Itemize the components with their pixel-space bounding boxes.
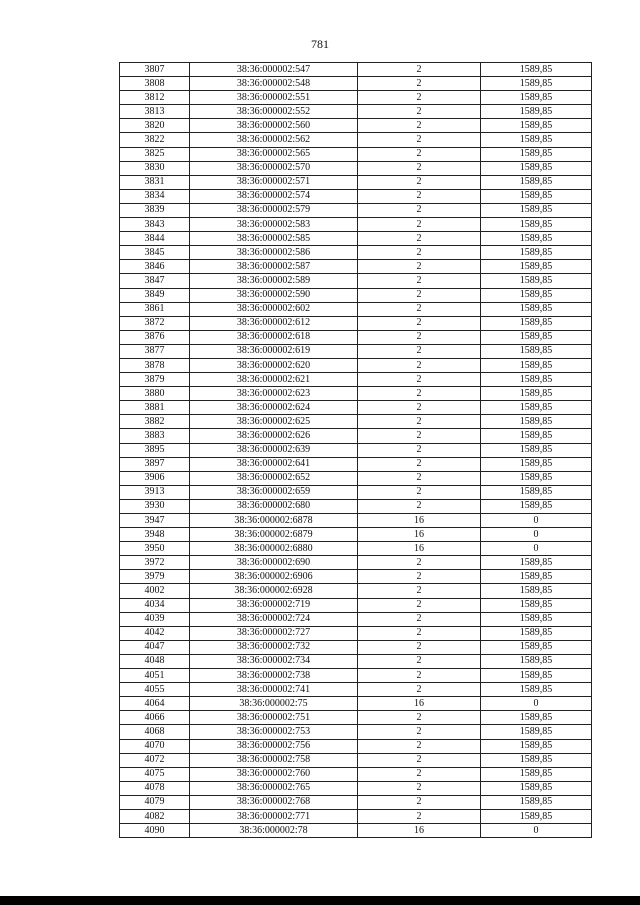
value-cell: 1589,85	[481, 626, 592, 640]
code-cell: 2	[358, 584, 481, 598]
table-row	[120, 753, 592, 767]
table-row	[120, 203, 592, 217]
row-number-cell: 3882	[120, 415, 190, 429]
table-row	[120, 63, 592, 77]
code-cell: 2	[358, 640, 481, 654]
code-cell: 2	[358, 63, 481, 77]
row-number-cell: 3845	[120, 246, 190, 260]
code-cell: 2	[358, 471, 481, 485]
code-cell: 2	[358, 809, 481, 823]
value-cell: 1589,85	[481, 429, 592, 443]
table-row	[120, 725, 592, 739]
row-number-cell: 3947	[120, 514, 190, 528]
cadastral-table-container	[119, 62, 592, 838]
table-row	[120, 669, 592, 683]
code-cell: 2	[358, 499, 481, 513]
cadastral-number-cell: 38:36:000002:548	[190, 77, 358, 91]
cadastral-number-cell: 38:36:000002:732	[190, 640, 358, 654]
table-row	[120, 556, 592, 570]
table-row	[120, 697, 592, 711]
cadastral-number-cell: 38:36:000002:602	[190, 302, 358, 316]
code-cell: 2	[358, 795, 481, 809]
row-number-cell: 4066	[120, 711, 190, 725]
cadastral-number-cell: 38:36:000002:734	[190, 654, 358, 668]
code-cell: 2	[358, 626, 481, 640]
row-number-cell: 3830	[120, 161, 190, 175]
table-row	[120, 133, 592, 147]
row-number-cell: 3834	[120, 189, 190, 203]
table-row	[120, 457, 592, 471]
code-cell: 2	[358, 373, 481, 387]
table-row	[120, 344, 592, 358]
table-row	[120, 358, 592, 372]
value-cell: 1589,85	[481, 387, 592, 401]
row-number-cell: 3861	[120, 302, 190, 316]
cadastral-table	[119, 62, 592, 838]
row-number-cell: 3812	[120, 91, 190, 105]
row-number-cell: 3972	[120, 556, 190, 570]
value-cell: 1589,85	[481, 358, 592, 372]
value-cell: 0	[481, 528, 592, 542]
value-cell: 1589,85	[481, 598, 592, 612]
table-row	[120, 739, 592, 753]
row-number-cell: 3897	[120, 457, 190, 471]
cadastral-number-cell: 38:36:000002:612	[190, 316, 358, 330]
row-number-cell: 4082	[120, 809, 190, 823]
value-cell: 1589,85	[481, 471, 592, 485]
table-row	[120, 288, 592, 302]
table-row	[120, 471, 592, 485]
cadastral-number-cell: 38:36:000002:659	[190, 485, 358, 499]
row-number-cell: 3913	[120, 485, 190, 499]
code-cell: 2	[358, 669, 481, 683]
code-cell: 2	[358, 725, 481, 739]
code-cell: 2	[358, 556, 481, 570]
cadastral-number-cell: 38:36:000002:741	[190, 683, 358, 697]
cadastral-number-cell: 38:36:000002:624	[190, 401, 358, 415]
value-cell: 1589,85	[481, 753, 592, 767]
code-cell: 2	[358, 147, 481, 161]
table-row	[120, 612, 592, 626]
code-cell: 2	[358, 232, 481, 246]
table-row	[120, 781, 592, 795]
table-row	[120, 824, 592, 838]
value-cell: 1589,85	[481, 401, 592, 415]
value-cell: 1589,85	[481, 809, 592, 823]
cadastral-number-cell: 38:36:000002:579	[190, 203, 358, 217]
table-row	[120, 232, 592, 246]
value-cell: 1589,85	[481, 373, 592, 387]
row-number-cell: 4064	[120, 697, 190, 711]
code-cell: 2	[358, 429, 481, 443]
cadastral-number-cell: 38:36:000002:547	[190, 63, 358, 77]
table-row	[120, 429, 592, 443]
value-cell: 1589,85	[481, 683, 592, 697]
table-row	[120, 795, 592, 809]
value-cell: 1589,85	[481, 119, 592, 133]
cadastral-number-cell: 38:36:000002:618	[190, 330, 358, 344]
value-cell: 1589,85	[481, 640, 592, 654]
cadastral-number-cell: 38:36:000002:571	[190, 175, 358, 189]
table-row	[120, 161, 592, 175]
row-number-cell: 3872	[120, 316, 190, 330]
code-cell: 2	[358, 443, 481, 457]
cadastral-number-cell: 38:36:000002:562	[190, 133, 358, 147]
table-row	[120, 91, 592, 105]
table-row	[120, 260, 592, 274]
value-cell: 1589,85	[481, 63, 592, 77]
table-row	[120, 316, 592, 330]
table-row	[120, 809, 592, 823]
code-cell: 2	[358, 387, 481, 401]
table-row	[120, 542, 592, 556]
cadastral-number-cell: 38:36:000002:765	[190, 781, 358, 795]
row-number-cell: 3879	[120, 373, 190, 387]
code-cell: 2	[358, 316, 481, 330]
value-cell: 1589,85	[481, 415, 592, 429]
code-cell: 16	[358, 528, 481, 542]
code-cell: 2	[358, 260, 481, 274]
cadastral-number-cell: 38:36:000002:586	[190, 246, 358, 260]
code-cell: 2	[358, 781, 481, 795]
value-cell: 1589,85	[481, 189, 592, 203]
value-cell: 1589,85	[481, 246, 592, 260]
code-cell: 2	[358, 485, 481, 499]
table-row	[120, 189, 592, 203]
cadastral-number-cell: 38:36:000002:574	[190, 189, 358, 203]
code-cell: 16	[358, 514, 481, 528]
value-cell: 1589,85	[481, 570, 592, 584]
row-number-cell: 3808	[120, 77, 190, 91]
cadastral-number-cell: 38:36:000002:78	[190, 824, 358, 838]
row-number-cell: 4070	[120, 739, 190, 753]
page-number: 781	[311, 37, 329, 51]
cadastral-number-cell: 38:36:000002:583	[190, 218, 358, 232]
code-cell: 2	[358, 302, 481, 316]
code-cell: 2	[358, 175, 481, 189]
row-number-cell: 3979	[120, 570, 190, 584]
row-number-cell: 3820	[120, 119, 190, 133]
value-cell: 1589,85	[481, 316, 592, 330]
cadastral-number-cell: 38:36:000002:6878	[190, 514, 358, 528]
code-cell: 2	[358, 598, 481, 612]
code-cell: 2	[358, 767, 481, 781]
cadastral-number-cell: 38:36:000002:620	[190, 358, 358, 372]
value-cell: 1589,85	[481, 133, 592, 147]
value-cell: 1589,85	[481, 795, 592, 809]
row-number-cell: 3822	[120, 133, 190, 147]
value-cell: 1589,85	[481, 556, 592, 570]
row-number-cell: 3839	[120, 203, 190, 217]
code-cell: 16	[358, 824, 481, 838]
table-row	[120, 147, 592, 161]
cadastral-number-cell: 38:36:000002:75	[190, 697, 358, 711]
table-row	[120, 570, 592, 584]
row-number-cell: 3876	[120, 330, 190, 344]
code-cell: 2	[358, 415, 481, 429]
value-cell: 1589,85	[481, 147, 592, 161]
value-cell: 1589,85	[481, 203, 592, 217]
table-row	[120, 415, 592, 429]
row-number-cell: 3906	[120, 471, 190, 485]
value-cell: 1589,85	[481, 302, 592, 316]
row-number-cell: 3881	[120, 401, 190, 415]
row-number-cell: 4072	[120, 753, 190, 767]
code-cell: 2	[358, 358, 481, 372]
code-cell: 2	[358, 133, 481, 147]
value-cell: 1589,85	[481, 767, 592, 781]
table-row	[120, 443, 592, 457]
row-number-cell: 3831	[120, 175, 190, 189]
row-number-cell: 3849	[120, 288, 190, 302]
code-cell: 2	[358, 91, 481, 105]
code-cell: 2	[358, 344, 481, 358]
value-cell: 1589,85	[481, 739, 592, 753]
cadastral-number-cell: 38:36:000002:587	[190, 260, 358, 274]
row-number-cell: 4051	[120, 669, 190, 683]
code-cell: 2	[358, 612, 481, 626]
row-number-cell: 3807	[120, 63, 190, 77]
table-row	[120, 626, 592, 640]
row-number-cell: 4002	[120, 584, 190, 598]
value-cell: 0	[481, 542, 592, 556]
value-cell: 1589,85	[481, 781, 592, 795]
table-row	[120, 119, 592, 133]
code-cell: 2	[358, 161, 481, 175]
code-cell: 2	[358, 119, 481, 133]
table-row	[120, 584, 592, 598]
cadastral-number-cell: 38:36:000002:639	[190, 443, 358, 457]
cadastral-number-cell: 38:36:000002:727	[190, 626, 358, 640]
row-number-cell: 3930	[120, 499, 190, 513]
row-number-cell: 3883	[120, 429, 190, 443]
cadastral-number-cell: 38:36:000002:560	[190, 119, 358, 133]
cadastral-number-cell: 38:36:000002:690	[190, 556, 358, 570]
table-row	[120, 683, 592, 697]
row-number-cell: 3880	[120, 387, 190, 401]
cadastral-number-cell: 38:36:000002:590	[190, 288, 358, 302]
cadastral-number-cell: 38:36:000002:6928	[190, 584, 358, 598]
cadastral-number-cell: 38:36:000002:6906	[190, 570, 358, 584]
code-cell: 2	[358, 401, 481, 415]
cadastral-number-cell: 38:36:000002:6880	[190, 542, 358, 556]
value-cell: 1589,85	[481, 584, 592, 598]
row-number-cell: 4075	[120, 767, 190, 781]
value-cell: 1589,85	[481, 260, 592, 274]
code-cell: 2	[358, 711, 481, 725]
cadastral-number-cell: 38:36:000002:551	[190, 91, 358, 105]
code-cell: 16	[358, 542, 481, 556]
table-row	[120, 499, 592, 513]
row-number-cell: 4090	[120, 824, 190, 838]
code-cell: 2	[358, 570, 481, 584]
cadastral-number-cell: 38:36:000002:768	[190, 795, 358, 809]
cadastral-number-cell: 38:36:000002:771	[190, 809, 358, 823]
cadastral-number-cell: 38:36:000002:758	[190, 753, 358, 767]
row-number-cell: 4034	[120, 598, 190, 612]
value-cell: 1589,85	[481, 457, 592, 471]
value-cell: 1589,85	[481, 499, 592, 513]
row-number-cell: 4068	[120, 725, 190, 739]
value-cell: 1589,85	[481, 612, 592, 626]
row-number-cell: 4055	[120, 683, 190, 697]
row-number-cell: 3846	[120, 260, 190, 274]
table-row	[120, 767, 592, 781]
table-row	[120, 373, 592, 387]
table-row	[120, 302, 592, 316]
table-row	[120, 598, 592, 612]
code-cell: 2	[358, 203, 481, 217]
value-cell: 1589,85	[481, 443, 592, 457]
value-cell: 1589,85	[481, 105, 592, 119]
cadastral-number-cell: 38:36:000002:625	[190, 415, 358, 429]
row-number-cell: 3895	[120, 443, 190, 457]
value-cell: 1589,85	[481, 654, 592, 668]
cadastral-number-cell: 38:36:000002:719	[190, 598, 358, 612]
cadastral-number-cell: 38:36:000002:680	[190, 499, 358, 513]
code-cell: 2	[358, 189, 481, 203]
value-cell: 0	[481, 697, 592, 711]
row-number-cell: 3847	[120, 274, 190, 288]
value-cell: 1589,85	[481, 77, 592, 91]
table-row	[120, 274, 592, 288]
value-cell: 1589,85	[481, 344, 592, 358]
row-number-cell: 4048	[120, 654, 190, 668]
value-cell: 1589,85	[481, 669, 592, 683]
cadastral-number-cell: 38:36:000002:565	[190, 147, 358, 161]
table-row	[120, 218, 592, 232]
row-number-cell: 3950	[120, 542, 190, 556]
row-number-cell: 3843	[120, 218, 190, 232]
table-row	[120, 105, 592, 119]
code-cell: 2	[358, 246, 481, 260]
row-number-cell: 3825	[120, 147, 190, 161]
table-row	[120, 485, 592, 499]
cadastral-number-cell: 38:36:000002:570	[190, 161, 358, 175]
code-cell: 2	[358, 683, 481, 697]
cadastral-number-cell: 38:36:000002:760	[190, 767, 358, 781]
value-cell: 1589,85	[481, 288, 592, 302]
code-cell: 2	[358, 457, 481, 471]
table-row	[120, 640, 592, 654]
cadastral-number-cell: 38:36:000002:619	[190, 344, 358, 358]
cadastral-number-cell: 38:36:000002:626	[190, 429, 358, 443]
value-cell: 1589,85	[481, 330, 592, 344]
value-cell: 1589,85	[481, 91, 592, 105]
cadastral-number-cell: 38:36:000002:585	[190, 232, 358, 246]
value-cell: 0	[481, 824, 592, 838]
row-number-cell: 4042	[120, 626, 190, 640]
cadastral-number-cell: 38:36:000002:589	[190, 274, 358, 288]
value-cell: 1589,85	[481, 218, 592, 232]
row-number-cell: 3877	[120, 344, 190, 358]
table-body	[120, 63, 592, 838]
cadastral-number-cell: 38:36:000002:756	[190, 739, 358, 753]
row-number-cell: 4039	[120, 612, 190, 626]
row-number-cell: 4078	[120, 781, 190, 795]
row-number-cell: 3844	[120, 232, 190, 246]
code-cell: 16	[358, 697, 481, 711]
cadastral-number-cell: 38:36:000002:6879	[190, 528, 358, 542]
code-cell: 2	[358, 330, 481, 344]
value-cell: 1589,85	[481, 161, 592, 175]
table-row	[120, 246, 592, 260]
value-cell: 0	[481, 514, 592, 528]
code-cell: 2	[358, 739, 481, 753]
row-number-cell: 4047	[120, 640, 190, 654]
table-row	[120, 514, 592, 528]
row-number-cell: 3948	[120, 528, 190, 542]
value-cell: 1589,85	[481, 274, 592, 288]
table-row	[120, 387, 592, 401]
cadastral-number-cell: 38:36:000002:641	[190, 457, 358, 471]
value-cell: 1589,85	[481, 725, 592, 739]
code-cell: 2	[358, 753, 481, 767]
scan-edge-bar	[0, 896, 640, 905]
value-cell: 1589,85	[481, 175, 592, 189]
cadastral-number-cell: 38:36:000002:724	[190, 612, 358, 626]
value-cell: 1589,85	[481, 232, 592, 246]
table-row	[120, 330, 592, 344]
code-cell: 2	[358, 288, 481, 302]
value-cell: 1589,85	[481, 485, 592, 499]
row-number-cell: 4079	[120, 795, 190, 809]
cadastral-number-cell: 38:36:000002:623	[190, 387, 358, 401]
cadastral-number-cell: 38:36:000002:621	[190, 373, 358, 387]
cadastral-number-cell: 38:36:000002:652	[190, 471, 358, 485]
code-cell: 2	[358, 77, 481, 91]
table-row	[120, 654, 592, 668]
table-row	[120, 711, 592, 725]
cadastral-number-cell: 38:36:000002:751	[190, 711, 358, 725]
row-number-cell: 3878	[120, 358, 190, 372]
value-cell: 1589,85	[481, 711, 592, 725]
cadastral-number-cell: 38:36:000002:738	[190, 669, 358, 683]
row-number-cell: 3813	[120, 105, 190, 119]
code-cell: 2	[358, 274, 481, 288]
table-row	[120, 77, 592, 91]
table-row	[120, 401, 592, 415]
code-cell: 2	[358, 654, 481, 668]
code-cell: 2	[358, 105, 481, 119]
cadastral-number-cell: 38:36:000002:753	[190, 725, 358, 739]
code-cell: 2	[358, 218, 481, 232]
cadastral-number-cell: 38:36:000002:552	[190, 105, 358, 119]
table-row	[120, 175, 592, 189]
table-row	[120, 528, 592, 542]
